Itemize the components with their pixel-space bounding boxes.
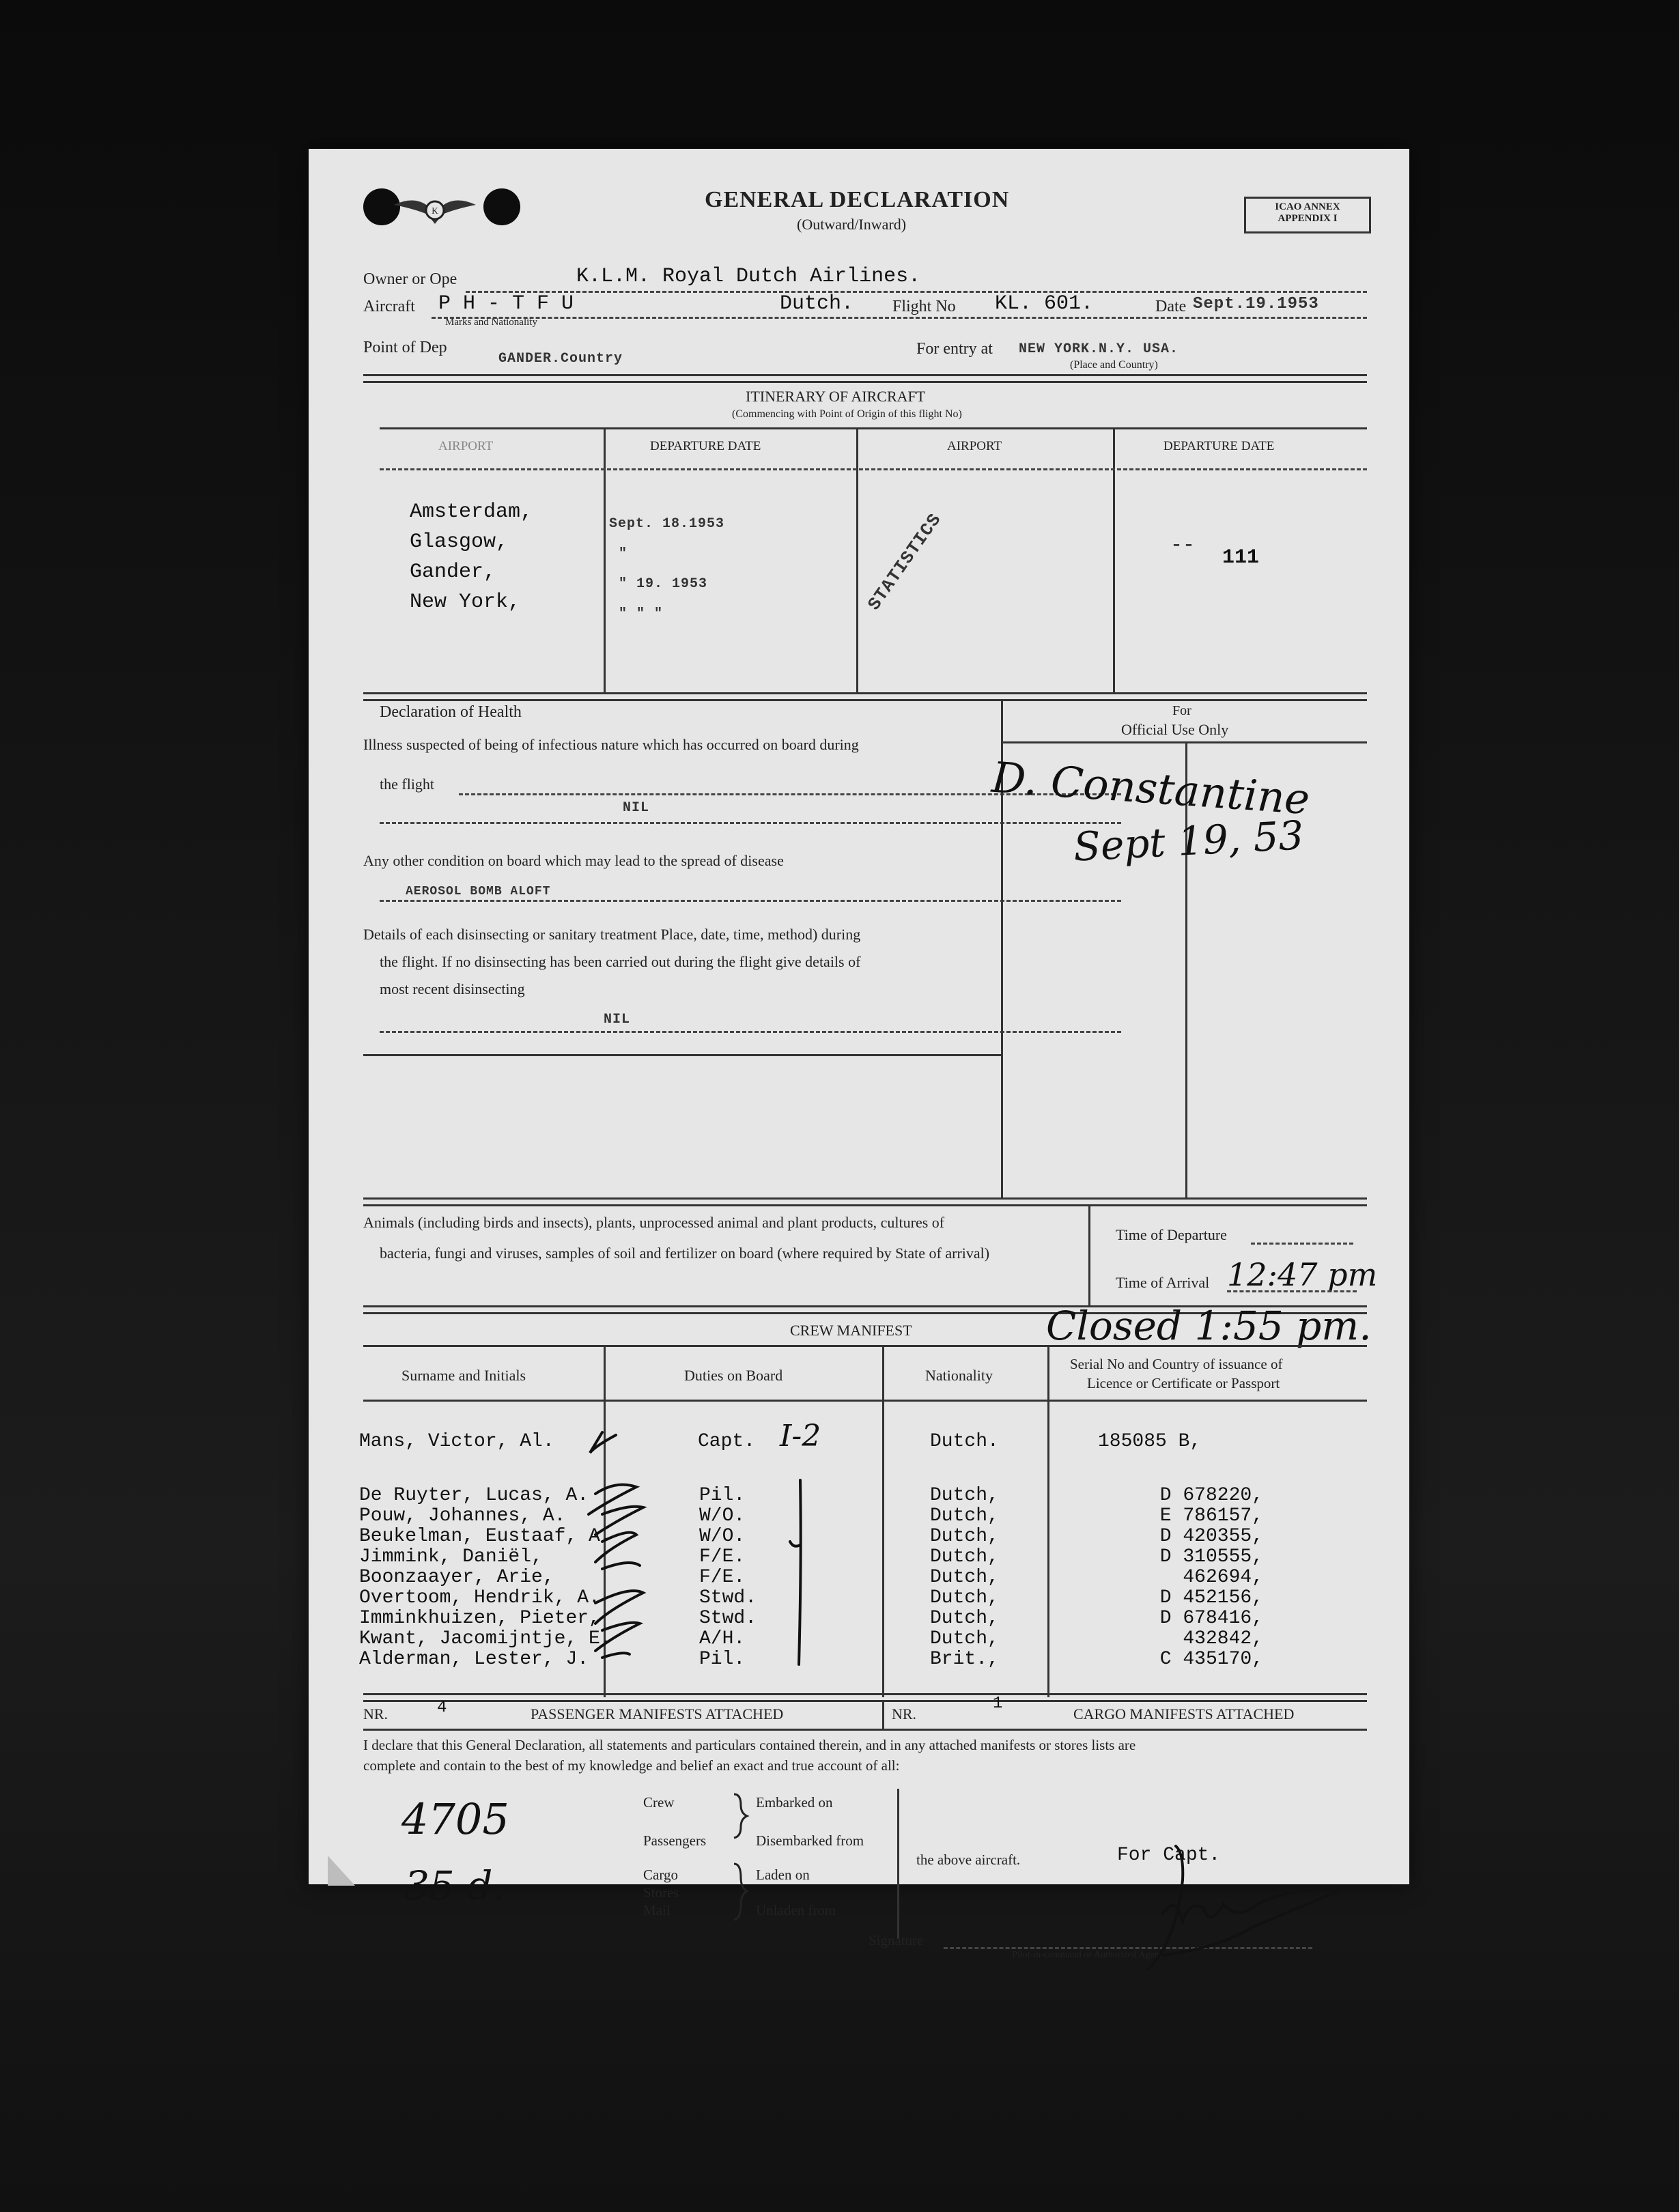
crew-name: Boonzaayer, Arie,: [359, 1567, 554, 1588]
time-departure-label: Time of Departure: [1116, 1226, 1227, 1243]
statistics-stamp: STATISTICS: [864, 509, 946, 614]
crew-serials: [1113, 1486, 1263, 1670]
item-stores: Stores: [643, 1884, 679, 1901]
health-a2: AEROSOL BOMB ALOFT: [406, 885, 551, 898]
crew-serial: 432842,: [1183, 1628, 1263, 1649]
crew-duty: Stwd.: [699, 1608, 757, 1629]
date-value: Sept.19.1953: [1193, 295, 1319, 313]
brace-column: [731, 1789, 751, 1925]
time-arrival-label: Time of Arrival: [1116, 1274, 1210, 1291]
itinerary-right-dash: --: [1170, 534, 1196, 557]
point-value: GANDER.Country: [498, 351, 623, 367]
above-aircraft: the above aircraft.: [916, 1852, 1021, 1868]
col-duty: Duties on Board: [684, 1367, 783, 1384]
item-cargo: Cargo: [643, 1867, 678, 1883]
action-disembarked: Disembarked from: [756, 1832, 864, 1849]
passenger-nr-label: NR.: [363, 1705, 389, 1722]
itinerary-airport: Gander,: [410, 561, 496, 584]
handwritten-note-2: 35 d.: [404, 1862, 505, 1909]
for-capt: For Capt.: [1117, 1845, 1221, 1866]
crew-duty: Pil.: [699, 1485, 746, 1506]
itinerary-right-value: 111: [1222, 546, 1260, 569]
official-handwriting-1: D. Constantine: [990, 752, 1312, 825]
item-crew: Crew: [643, 1794, 675, 1811]
crew-nationality: Dutch,: [930, 1587, 999, 1608]
crew-first-duty: Capt.: [698, 1431, 756, 1452]
form-subtitle: (Outward/Inward): [797, 216, 907, 233]
col-nationality: Nationality: [925, 1367, 993, 1384]
action-unladen: Unladen from: [756, 1902, 836, 1918]
punch-hole: [483, 188, 520, 225]
capt-handwritten-mark: I-2: [780, 1419, 821, 1454]
crew-nationality: Brit.,: [930, 1649, 999, 1670]
action-embarked: Embarked on: [756, 1794, 833, 1811]
itinerary-date: Sept. 18.1953: [609, 516, 725, 532]
col-departure-date: DEPARTURE DATE: [650, 439, 761, 453]
crew-check-marks: [554, 1426, 869, 1685]
crew-duty: F/E.: [699, 1567, 746, 1588]
owner-value: K.L.M. Royal Dutch Airlines.: [576, 265, 921, 288]
crew-name: Overtoom, Hendrik, A.: [359, 1587, 600, 1608]
crew-nationality: Dutch,: [930, 1505, 999, 1527]
entry-value: NEW YORK.N.Y. USA.: [1019, 341, 1179, 357]
crew-name: De Ruyter, Lucas, A.: [359, 1485, 589, 1506]
itinerary-date: ": [619, 546, 628, 562]
declaration-form: [309, 149, 1409, 1960]
captain-signature: [1135, 1839, 1353, 1976]
animals-line2: bacteria, fungi and viruses, samples of soil and fertilizer on board (where required by State of arrival): [380, 1245, 990, 1262]
crew-nationality: Dutch,: [930, 1546, 999, 1568]
point-label: Point of Dep: [363, 339, 447, 356]
entry-label: For entry at: [916, 340, 993, 358]
passenger-nr-value: 4: [437, 1699, 447, 1717]
aircraft-nationality: Dutch.: [780, 292, 854, 315]
itinerary-subtitle: (Commencing with Point of Origin of this flight No): [732, 408, 962, 420]
crew-serial: D 678220,: [1159, 1485, 1263, 1506]
aircraft-registration: P H - T F U: [438, 292, 574, 315]
place-country-label: (Place and Country): [1070, 359, 1158, 371]
crew-name: Jimmink, Daniël,: [359, 1546, 543, 1568]
crew-duty: Stwd.: [699, 1587, 757, 1608]
marks-label: Marks and Nationality: [445, 317, 537, 328]
crew-nationalities: [930, 1486, 999, 1670]
crew-duty: W/O.: [699, 1505, 746, 1527]
crew-serial: D 678416,: [1159, 1608, 1263, 1629]
health-a1: NIL: [623, 800, 650, 816]
crew-nationality: Dutch,: [930, 1628, 999, 1649]
col-serial-2: Licence or Certificate or Passport: [1087, 1375, 1280, 1391]
health-a3: NIL: [604, 1012, 631, 1027]
crew-first-nationality: Dutch.: [930, 1431, 999, 1452]
animals-line1: Animals (including birds and insects), plants, unprocessed animal and plant products, cultures of: [363, 1214, 945, 1231]
itinerary-date: " 19. 1953: [619, 576, 708, 592]
health-q3: Details of each disinsecting or sanitary treatment Place, date, time, method) during: [363, 926, 861, 943]
signature-label: Signature: [869, 1932, 924, 1948]
crew-duty: F/E.: [699, 1546, 746, 1568]
action-laden: Laden on: [756, 1867, 810, 1883]
annex-label: ICAO ANNEX: [1275, 201, 1340, 212]
itinerary-title: ITINERARY OF AIRCRAFT: [746, 388, 926, 405]
health-q1b: the flight: [380, 776, 435, 793]
crew-first-serial: 185085 B,: [1098, 1431, 1202, 1452]
official-use: Official Use Only: [1121, 721, 1229, 738]
crew-first-name: Mans, Victor, Al.: [359, 1431, 554, 1452]
crew-duty: W/O.: [699, 1526, 746, 1547]
crew-nationality: Dutch,: [930, 1485, 999, 1506]
cargo-nr-value: 1: [993, 1695, 1003, 1713]
crew-name: Pouw, Johannes, A.: [359, 1505, 566, 1527]
annex-box: [1244, 197, 1371, 233]
cargo-nr-label: NR.: [892, 1705, 917, 1722]
form-title: GENERAL DECLARATION: [705, 187, 1010, 212]
itinerary-airports: [410, 497, 533, 617]
date-label: Date: [1155, 298, 1187, 315]
aircraft-label: Aircraft: [363, 298, 415, 315]
item-mail: Mail: [643, 1902, 671, 1918]
crew-serial: D 420355,: [1159, 1526, 1263, 1547]
col-departure-date-right: DEPARTURE DATE: [1163, 439, 1275, 453]
declaration-text-2: complete and contain to the best of my knowledge and belief an exact and true account of all:: [363, 1757, 900, 1774]
crew-serial: 462694,: [1183, 1567, 1263, 1588]
col-name: Surname and Initials: [401, 1367, 526, 1384]
itinerary-dates: [609, 509, 724, 629]
cargo-manifests-text: CARGO MANIFESTS ATTACHED: [1073, 1705, 1295, 1722]
owner-label: Owner or Ope: [363, 270, 457, 288]
handwritten-note-1: 4705: [401, 1794, 509, 1844]
folded-corner: [328, 1856, 369, 1886]
appendix-label: APPENDIX I: [1278, 213, 1338, 224]
health-q2: Any other condition on board which may lead to the spread of disease: [363, 852, 784, 869]
flight-value: KL. 601.: [995, 292, 1094, 315]
flight-label: Flight No: [892, 298, 956, 315]
klm-wings-logo-icon: [391, 190, 479, 231]
itinerary-airport: Amsterdam,: [410, 500, 533, 524]
health-q3b: the flight. If no disinsecting has been carried out during the flight give details of: [380, 953, 861, 970]
health-q1: Illness suspected of being of infectious nature which has occurred on board during: [363, 736, 859, 753]
crew-duty: Pil.: [699, 1649, 746, 1670]
crew-serial: E 786157,: [1159, 1505, 1263, 1527]
time-arrival-handwritten: 12:47 pm: [1227, 1256, 1378, 1293]
crew-serial: C 435170,: [1159, 1649, 1263, 1670]
crew-name: Beukelman, Eustaaf, A.: [359, 1526, 612, 1547]
crew-name: Alderman, Lester, J.: [359, 1649, 589, 1670]
health-title: Declaration of Health: [380, 703, 522, 721]
col-serial-1: Serial No and Country of issuance of: [1070, 1356, 1283, 1372]
crew-serial: D 310555,: [1159, 1546, 1263, 1568]
crew-name: Kwant, Jacomijntje, E.: [359, 1628, 612, 1649]
official-handwriting-2: Sept 19, 53: [1072, 812, 1305, 870]
health-q3c: most recent disinsecting: [380, 980, 525, 997]
itinerary-airport: Glasgow,: [410, 530, 509, 554]
svg-text:K: K: [432, 205, 438, 216]
itinerary-airport: New York,: [410, 591, 521, 614]
declaration-text-1: I declare that this General Declaration, all statements and particulars contained therein, and in any attached manifests or stores lists are: [363, 1737, 1136, 1753]
closed-handwritten: Closed 1:55 pm.: [1046, 1303, 1372, 1349]
official-for: For: [1172, 703, 1191, 718]
col-airport: AIRPORT: [947, 439, 1002, 453]
signature-sublabel: Pilot-in-command or Authorized Agent: [1012, 1950, 1162, 1960]
crew-manifest-title: CREW MANIFEST: [790, 1322, 912, 1339]
crew-serial: D 452156,: [1159, 1587, 1263, 1608]
col-airport-left: AIRPORT: [438, 439, 494, 453]
crew-nationality: Dutch,: [930, 1608, 999, 1629]
passenger-manifests-text: PASSENGER MANIFESTS ATTACHED: [531, 1705, 784, 1722]
crew-duty: A/H.: [699, 1628, 746, 1649]
itinerary-date: " " ": [619, 606, 664, 622]
crew-nationality: Dutch,: [930, 1567, 999, 1588]
item-passengers: Passengers: [643, 1832, 707, 1849]
crew-nationality: Dutch,: [930, 1526, 999, 1547]
crew-name: Imminkhuizen, Pieter,: [359, 1608, 600, 1629]
